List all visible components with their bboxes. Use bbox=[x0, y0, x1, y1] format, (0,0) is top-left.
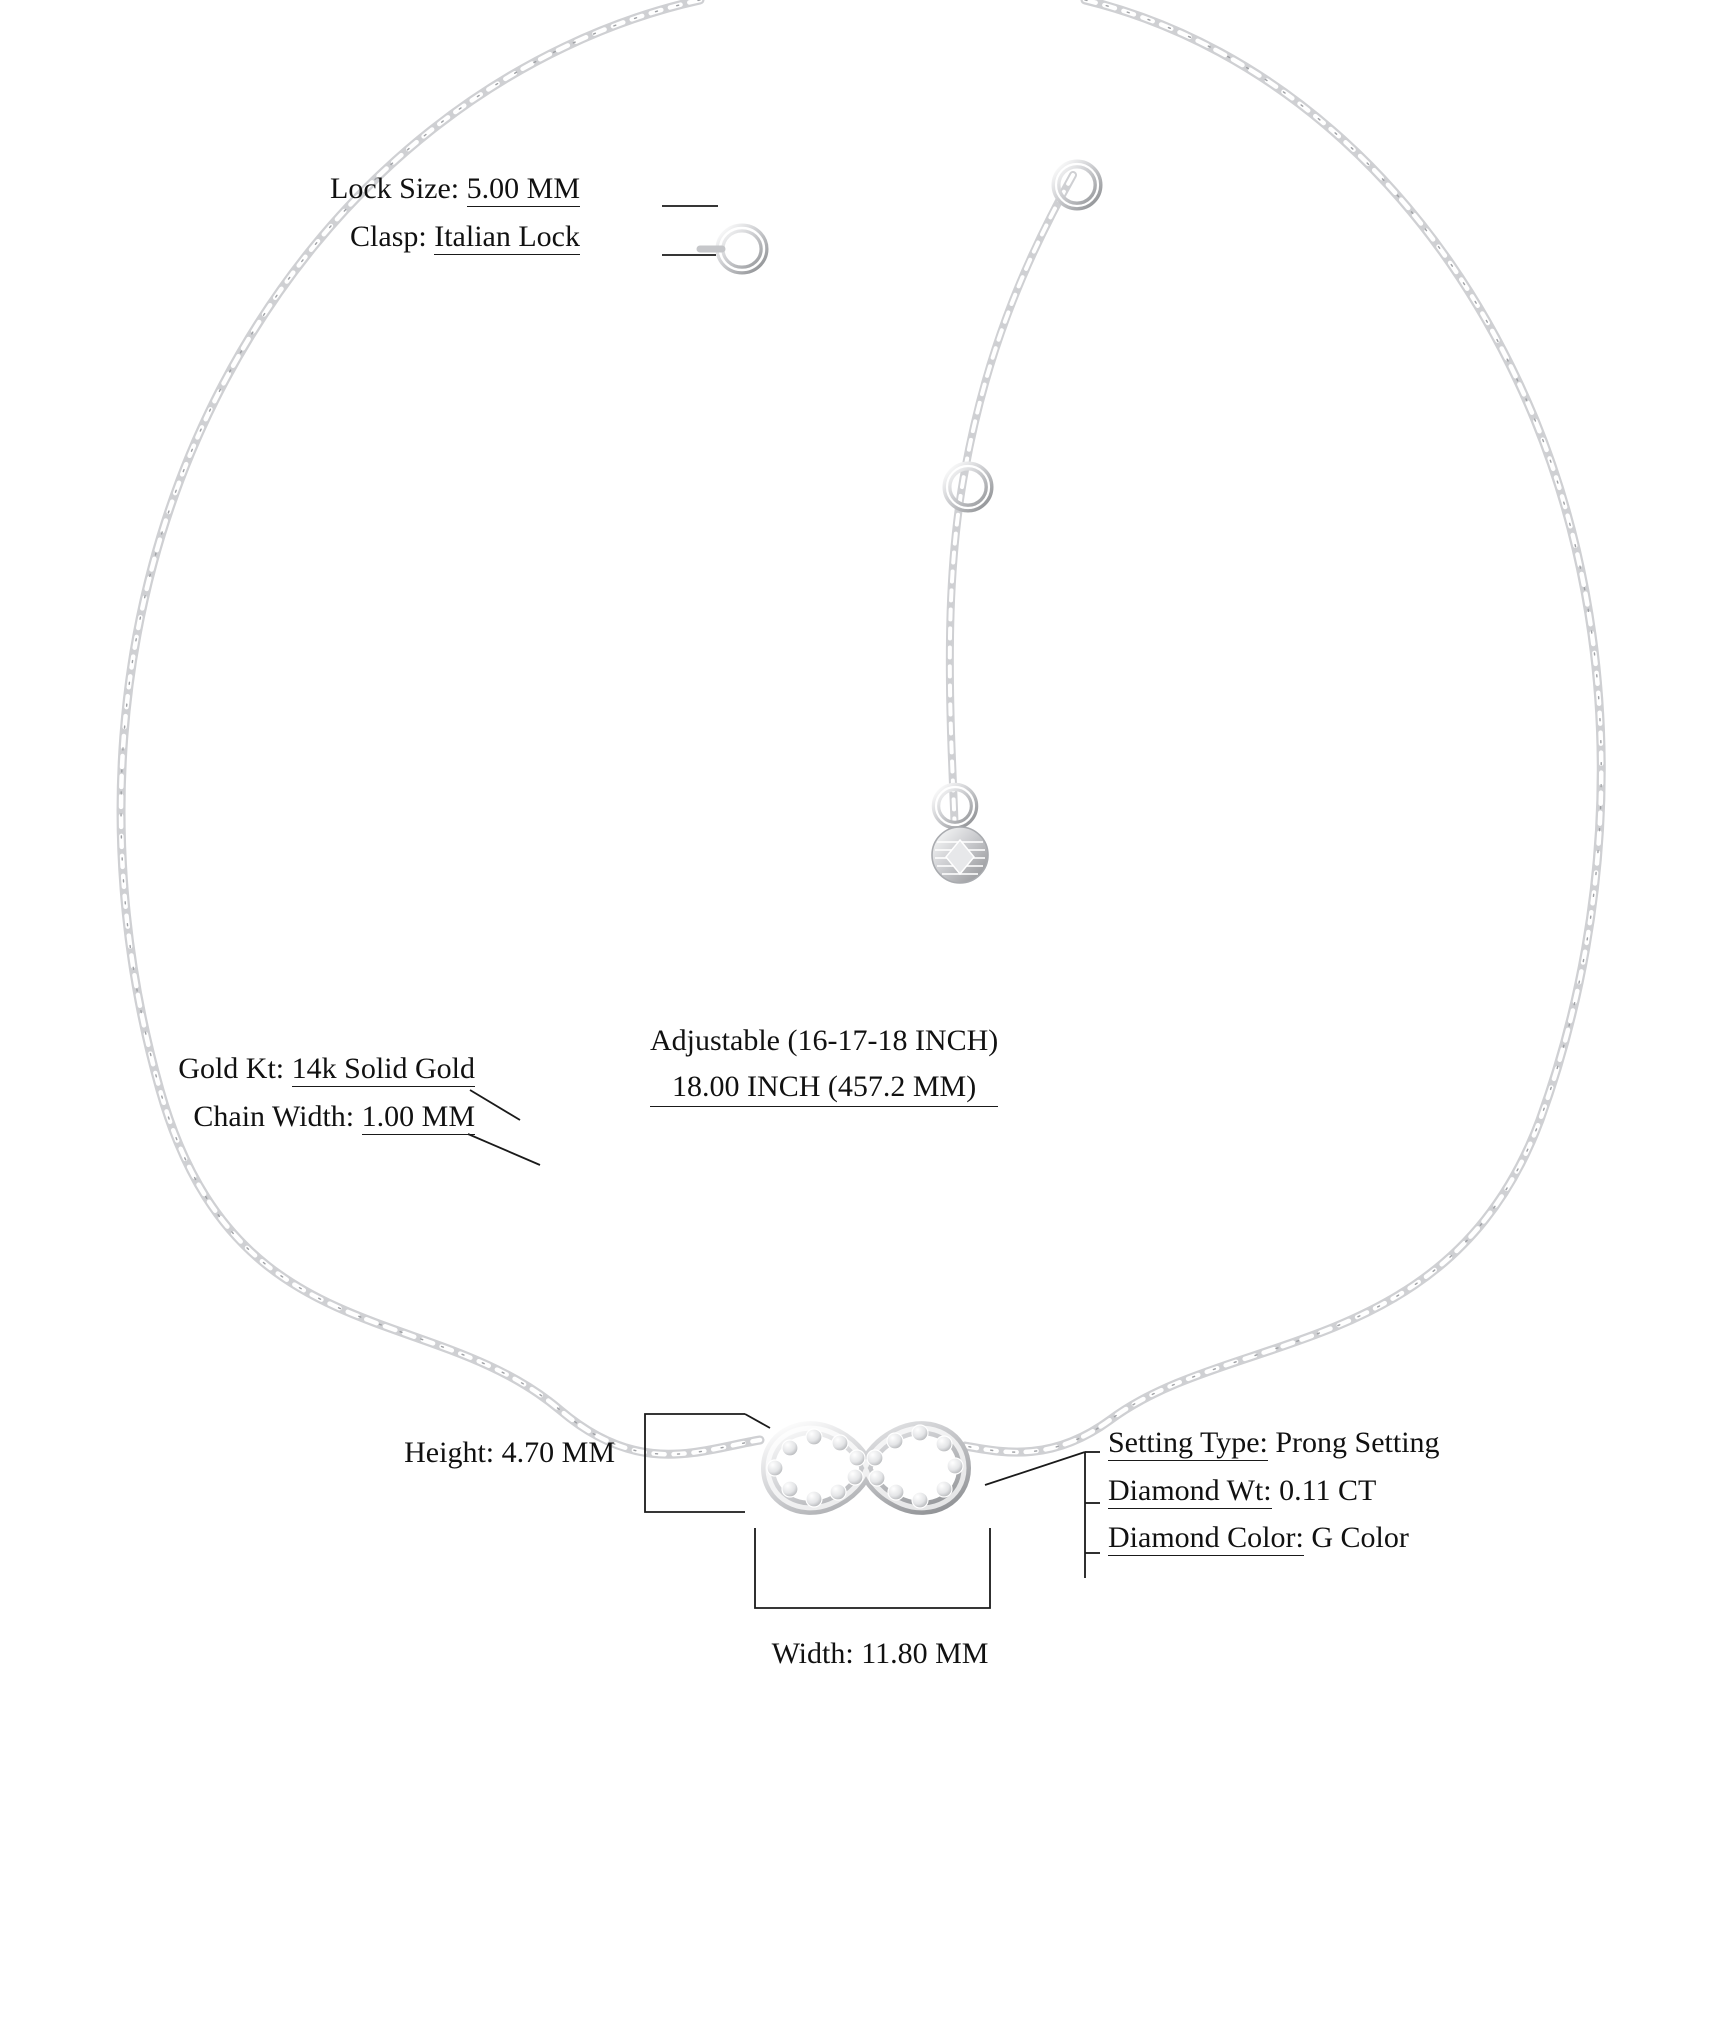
clasp-value: Italian Lock bbox=[434, 219, 580, 253]
gold-kt-line bbox=[75, 1050, 475, 1088]
diamond-color-line bbox=[1108, 1519, 1440, 1557]
adjustable-range: Adjustable (16-17-18 INCH) bbox=[650, 1024, 999, 1057]
gold-kt-value: 14k Solid Gold bbox=[291, 1052, 475, 1085]
setting-type-line bbox=[1108, 1424, 1440, 1462]
height-label: Height: bbox=[404, 1436, 495, 1469]
infinity-pendant bbox=[767, 1425, 964, 1508]
lock-size-line bbox=[330, 170, 580, 208]
end-charm-tag bbox=[932, 827, 988, 883]
diamond-weight-value: 0.11 CT bbox=[1279, 1473, 1377, 1507]
diamond-weight-label: Diamond Wt: bbox=[1108, 1473, 1272, 1507]
width-value: 11.80 MM bbox=[861, 1637, 989, 1670]
annotation-length bbox=[650, 1022, 998, 1115]
italian-lock-clasp bbox=[700, 228, 764, 270]
setting-type-label: Setting Type: bbox=[1108, 1426, 1268, 1459]
height-value: 4.70 MM bbox=[501, 1436, 615, 1469]
chain-width-line bbox=[75, 1098, 475, 1136]
annotation-width bbox=[730, 1635, 1030, 1673]
annotation-diamond bbox=[1108, 1424, 1440, 1567]
lock-size-label: Lock Size: bbox=[330, 172, 460, 205]
bracket-width bbox=[755, 1528, 990, 1608]
annotation-chain bbox=[75, 1050, 475, 1145]
width-label: Width: bbox=[771, 1637, 854, 1670]
leader-chain bbox=[468, 1090, 540, 1165]
adjust-ring-top bbox=[1056, 164, 1098, 206]
diamond-weight-line bbox=[1108, 1472, 1440, 1510]
clasp-label: Clasp: bbox=[350, 219, 427, 253]
chain-right bbox=[965, 0, 1601, 1452]
lock-size-value: 5.00 MM bbox=[466, 172, 580, 205]
annotation-lock bbox=[330, 170, 580, 265]
setting-type-value: Prong Setting bbox=[1275, 1426, 1440, 1459]
gold-kt-label: Gold Kt: bbox=[178, 1052, 285, 1085]
total-length: 18.00 INCH (457.2 MM) bbox=[650, 1068, 998, 1108]
chain-width-value: 1.00 MM bbox=[361, 1099, 475, 1133]
chain-width-label: Chain Width: bbox=[193, 1099, 355, 1133]
annotation-height bbox=[325, 1434, 615, 1472]
diamond-color-label: Diamond Color: bbox=[1108, 1521, 1304, 1554]
clasp-line bbox=[330, 218, 580, 256]
bracket-height bbox=[645, 1414, 770, 1512]
leader-diamond bbox=[985, 1452, 1100, 1578]
diamond-color-value: G Color bbox=[1311, 1521, 1409, 1554]
